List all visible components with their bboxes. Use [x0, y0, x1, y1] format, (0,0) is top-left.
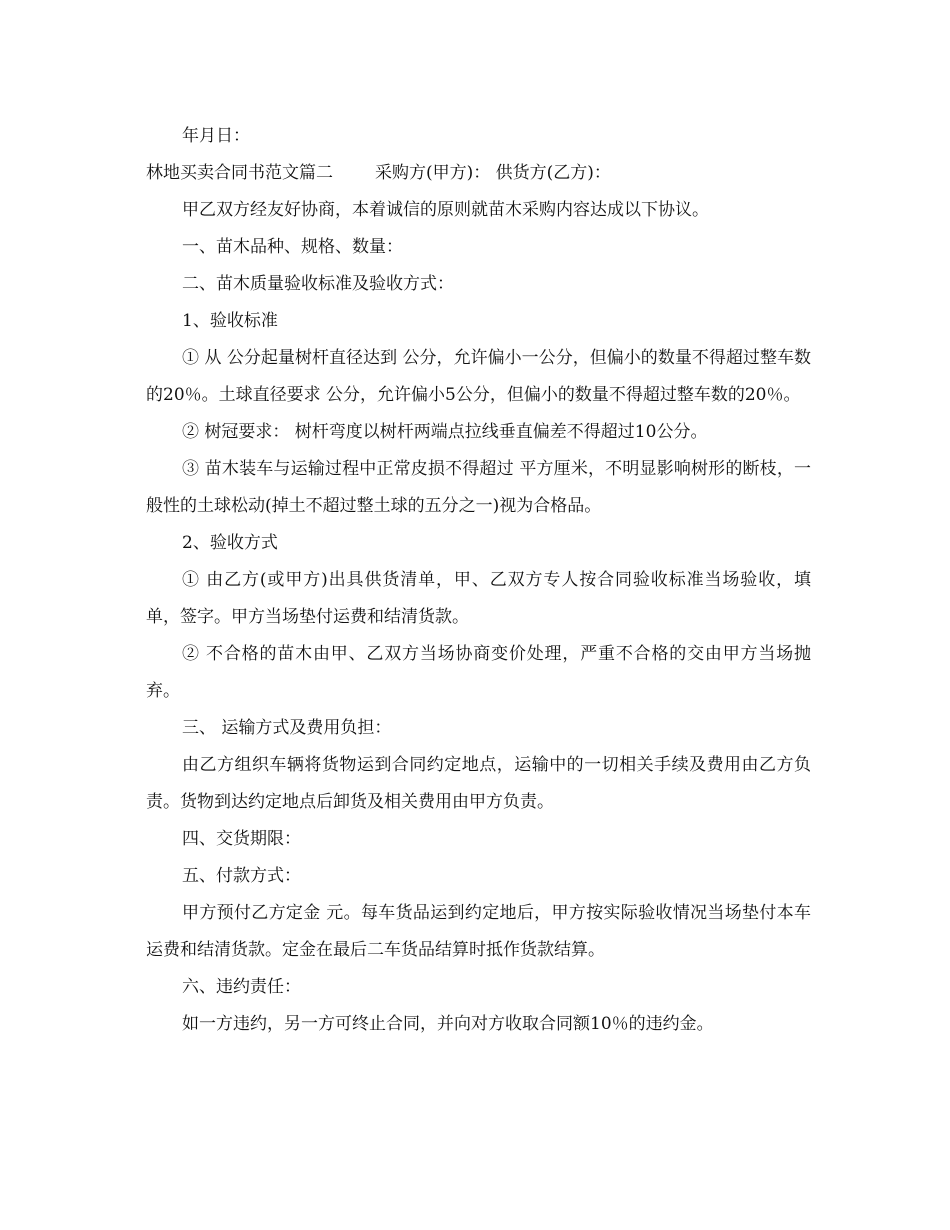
- paragraph: 甲乙双方经友好协商，本着诚信的原则就苗木采购内容达成以下协议。: [182, 200, 709, 220]
- subsection-heading: 1、验收标准: [182, 311, 278, 331]
- paragraph: ③ 苗木装车与运输过程中正常皮损不得超过 平方厘米，不明显影响树形的断枝，一般性的土球松动(掉土不超过整土球的五分之一)视为合格品。: [146, 459, 811, 516]
- paragraph: 甲方预付乙方定金 元。每车货品运到约定地后，甲方按实际验收情况当场垫付本车运费和结清货款。定金在最后二车货品结算时抵作货款结算。: [146, 903, 811, 960]
- paragraph: ② 树冠要求： 树杆弯度以树杆两端点拉线垂直偏差不得超过10公分。: [182, 422, 708, 442]
- section-heading: 三、 运输方式及费用负担：: [182, 718, 392, 738]
- document-title: 林地买卖合同书范文篇二: [146, 163, 333, 183]
- parties-line: 采购方(甲方)： 供货方(乙方)：: [375, 163, 611, 183]
- document-body: [146, 118, 811, 1043]
- paragraph: ② 不合格的苗木由甲、乙双方当场协商变价处理，严重不合格的交由甲方当场抛弃。: [146, 644, 811, 701]
- section-heading: 一、苗木品种、规格、数量：: [182, 237, 403, 257]
- subsection-heading: 2、验收方式: [182, 533, 278, 553]
- paragraph: ① 由乙方(或甲方)出具供货清单，甲、乙双方专人按合同验收标准当场验收，填单，签字。甲方当场垫付运费和结清货款。: [146, 570, 811, 627]
- section-heading: 二、苗木质量验收标准及验收方式：: [182, 274, 454, 294]
- section-heading: 四、交货期限：: [182, 829, 301, 849]
- paragraph: 由乙方组织车辆将货物运到合同约定地点，运输中的一切相关手续及费用由乙方负责。货物到达约定地点后卸货及相关费用由甲方负责。: [146, 755, 811, 812]
- section-heading: 六、违约责任：: [182, 977, 301, 997]
- date-line: 年月日：: [182, 126, 250, 146]
- section-heading: 五、付款方式：: [182, 866, 301, 886]
- paragraph: 如一方违约，另一方可终止合同，并向对方收取合同额10％的违约金。: [182, 1014, 714, 1034]
- paragraph: ① 从 公分起量树杆直径达到 公分，允许偏小一公分，但偏小的数量不得超过整车数的20％。土球直径要求 公分，允许偏小5公分，但偏小的数量不得超过整车数的20％。: [146, 348, 811, 405]
- title-line: [146, 155, 811, 192]
